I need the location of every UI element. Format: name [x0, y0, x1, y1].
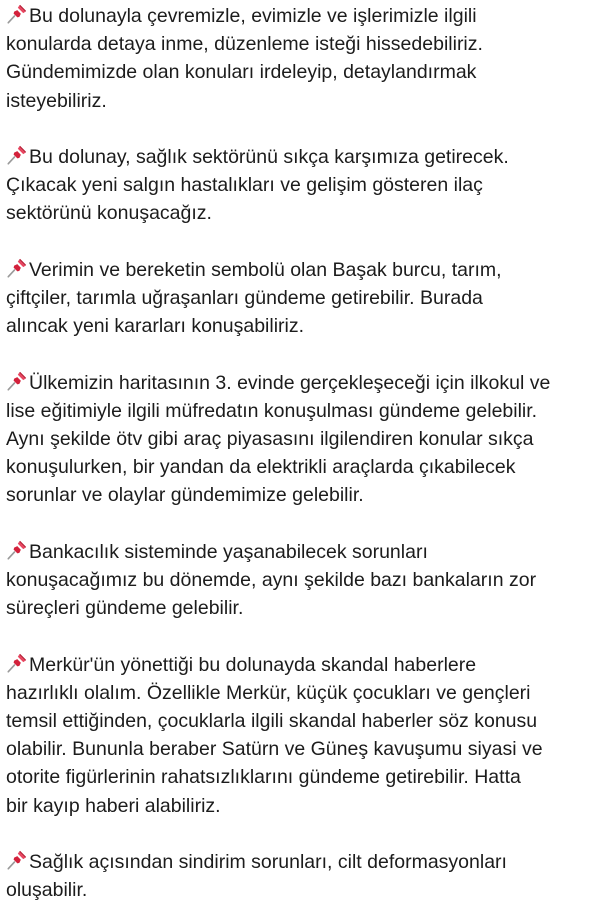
- paragraph: [6, 848, 596, 904]
- pushpin-icon: [6, 539, 28, 561]
- paragraph-line: alıncak yeni kararları konuşabiliriz.: [6, 315, 305, 338]
- paragraph-line: bir kayıp haberi alabiliriz.: [6, 794, 221, 817]
- paragraph: [6, 256, 596, 341]
- paragraph-line: sorunlar ve olaylar gündemimize gelebilir.: [6, 484, 364, 507]
- paragraph-line: oluşabilir.: [6, 879, 88, 902]
- paragraph-line: Merkür'ün yönettiği bu dolunayda skandal haberlere: [29, 653, 477, 676]
- paragraph-line: süreçleri gündeme gelebilir.: [6, 597, 244, 620]
- paragraph-line: Sağlık açısından sindirim sorunları, cilt deformasyonları: [29, 851, 507, 873]
- paragraph-line: otorite figürlerinin rahatsızlıklarını gündeme getirebilir. Hatta: [6, 766, 521, 789]
- paragraph-line: isteyebiliriz.: [6, 89, 107, 112]
- paragraph-line: Bu dolunayla çevremizle, evimizle ve işlerimizle ilgili: [29, 5, 477, 27]
- post-text: [6, 2, 596, 904]
- paragraph-line: konularda detaya inme, düzenleme isteği hissedebiliriz.: [6, 33, 483, 56]
- paragraph: [6, 2, 596, 115]
- paragraph-line: sektörünü konuşacağız.: [6, 202, 212, 225]
- paragraph-line: çiftçiler, tarımla uğraşanları gündeme getirebilir. Burada: [6, 287, 483, 309]
- paragraph-line: Bankacılık sisteminde yaşanabilecek sorunları: [29, 540, 428, 563]
- pushpin-icon: [6, 144, 28, 166]
- paragraph-line: Verimin ve bereketin sembolü olan Başak burcu, tarım,: [29, 258, 502, 281]
- paragraph: [6, 538, 596, 623]
- paragraph: [6, 651, 596, 820]
- paragraph-line: olabilir. Bununla beraber Satürn ve Güneş kavuşumu siyasi ve: [6, 738, 543, 761]
- paragraph-line: hazırlıklı olalım. Özellikle Merkür, küçük çocukları ve gençleri: [6, 681, 531, 704]
- paragraph: [6, 143, 596, 228]
- paragraph-line: lise eğitimiyle ilgili müfredatın konuşulması gündeme gelebilir.: [6, 399, 538, 422]
- paragraph-line: konuşulurken, bir yandan da elektrikli araçlarda çıkabilecek: [6, 456, 516, 479]
- paragraph-line: Bu dolunay, sağlık sektörünü sıkça karşımıza getirecek.: [29, 146, 509, 168]
- paragraph-line: Ülkemizin haritasının 3. evinde gerçekleşeceği için ilkokul ve: [29, 371, 551, 394]
- pushpin-icon: [6, 849, 28, 871]
- pushpin-icon: [6, 652, 28, 674]
- paragraph-line: temsil ettiğinden, çocuklarla ilgili skandal haberler söz konusu: [6, 710, 538, 732]
- pushpin-icon: [6, 257, 28, 279]
- paragraph-line: konuşacağımız bu dönemde, aynı şekilde bazı bankaların zor: [6, 569, 537, 591]
- pushpin-icon: [6, 3, 28, 25]
- paragraph-line: Çıkacak yeni salgın hastalıkları ve gelişim gösteren ilaç: [6, 174, 483, 197]
- paragraph-line: Aynı şekilde ötv gibi araç piyasasını ilgilendiren konular sıkça: [6, 428, 534, 450]
- paragraph-line: Gündemimizde olan konuları irdeleyip, detaylandırmak: [6, 61, 477, 84]
- paragraph: [6, 369, 596, 510]
- pushpin-icon: [6, 370, 28, 392]
